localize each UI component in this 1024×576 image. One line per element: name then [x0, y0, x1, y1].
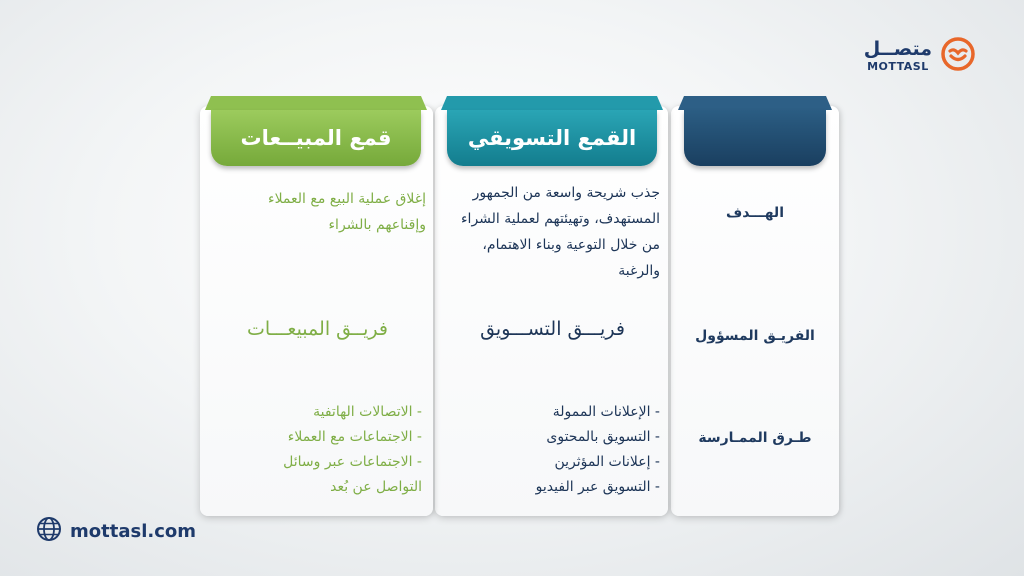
brand-wordmark [864, 40, 932, 72]
labels-header-tab [684, 96, 826, 166]
sales-methods-list [240, 400, 422, 500]
brand-name-en: MOTTASL [867, 60, 929, 73]
footer-website [36, 516, 196, 546]
marketing-team-text: فريـــق التســـويق [480, 318, 625, 340]
list-item: - الاجتماعات مع العملاء [240, 425, 422, 450]
list-item: - التسويق بالمحتوى [460, 425, 660, 450]
website-link[interactable]: mottasl.com [70, 520, 196, 542]
sales-header-tab [211, 96, 421, 166]
sales-goal-text: إغلاق عملية البيع مع العملاء وإقناعهم بالشراء [268, 191, 426, 233]
mottasl-logo-icon [940, 36, 976, 76]
list-item: - الاتصالات الهاتفية [240, 400, 422, 425]
row-label-goal: الهـــدف [725, 205, 784, 221]
marketing-methods-list [460, 400, 660, 500]
sales-header-title: قمع المبيــعات [211, 110, 421, 166]
globe-icon [36, 516, 62, 546]
list-item: - إعلانات المؤثرين [460, 450, 660, 475]
list-item: - الاجتماعات عبر وسائل التواصل عن بُعد [240, 450, 422, 500]
row-label-team: الفريـق المسؤول [695, 328, 815, 344]
sales-team-text: فريــق المبيعـــات [247, 318, 388, 340]
row-label-methods: طـرق الممـارسة [698, 430, 812, 446]
list-item: - التسويق عبر الفيديو [460, 475, 660, 500]
marketing-header-tab [447, 96, 657, 166]
marketing-goal-text: جذب شريحة واسعة من الجمهور المستهدف، وتهيئتهم لعملية الشراء من خلال التوعية وبناء الاهتمام، والرغبة [460, 185, 660, 279]
list-item: - الإعلانات الممولة [460, 400, 660, 425]
marketing-header-title: القمع التسويقي [447, 110, 657, 166]
brand-logo [864, 36, 976, 76]
labels-column [671, 106, 839, 516]
brand-name-ar: متصــل [863, 38, 932, 60]
